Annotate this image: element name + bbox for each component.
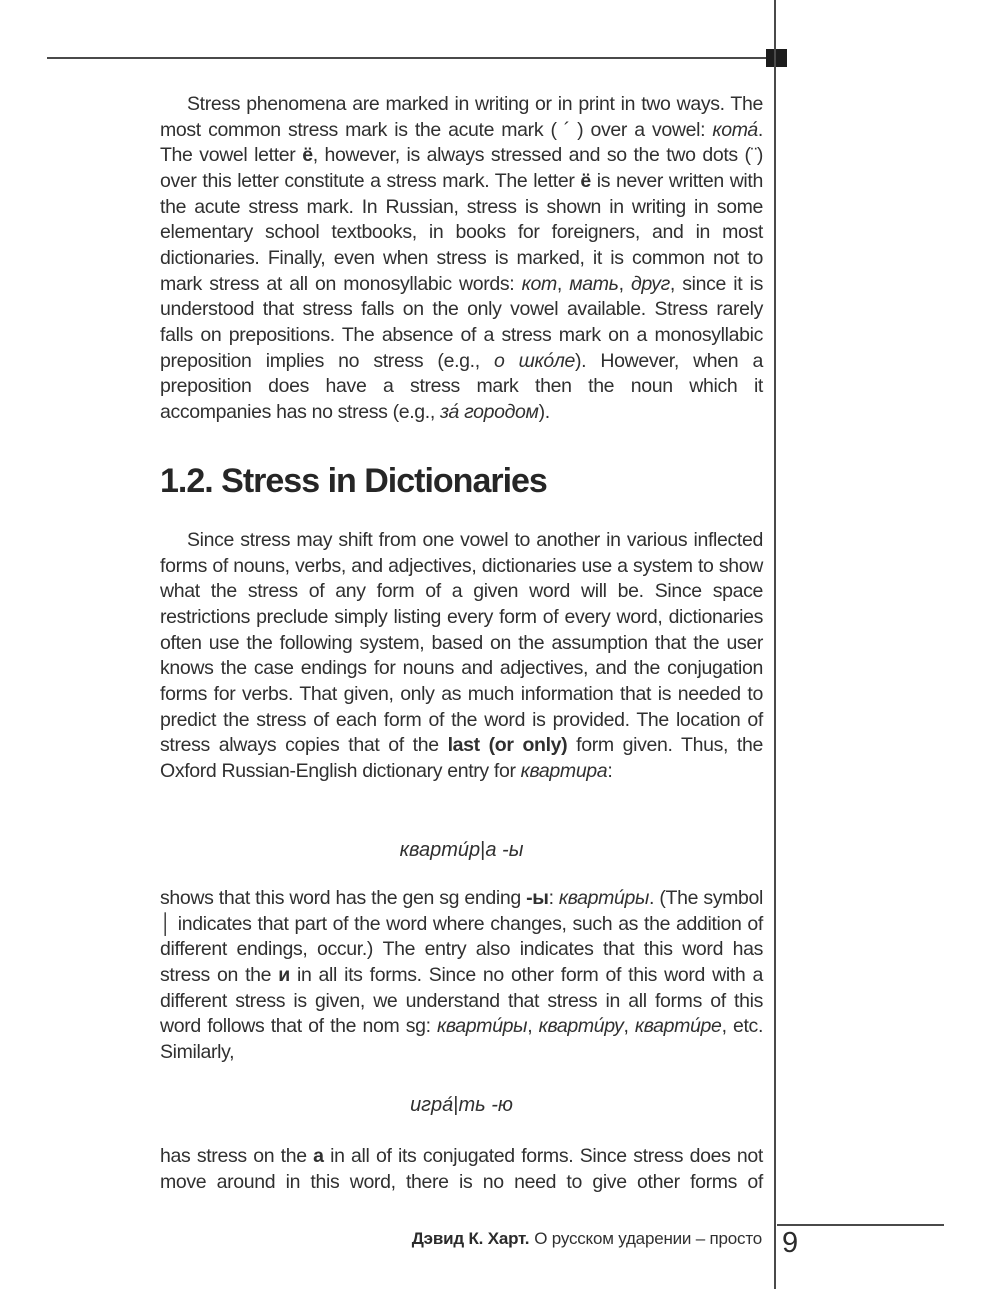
paragraph-entry-explanation: shows that this word has the gen sg ending -ы: кварти́ры. (The symbol │ indicates that part of the word where changes, such as the addition of different endings, occur.) The entry also indicates that this word has stress on the и in all its forms. Since no other form of this word with a different stress is given, we understand that stress in all forms of this word follows that of the nom sg: кварти́ры, кварти́ру, кварти́ре, etc. Similarly, xyxy=(160,887,764,1063)
running-footer xyxy=(412,1229,762,1249)
dictionary-entry-igrat: игра́|ть -ю xyxy=(410,1094,513,1116)
paragraph-dictionary-system: Since stress may shift from one vowel to another in various inflected forms of nouns, verbs, and adjectives, dictionaries use a system to show what the stress of any form of a given word will be. Since space restrictions preclude simply listing every form of every word, dictionaries often use the following system, based on the assumption that the user knows the case endings for nouns and adjectives, and the conjugation forms for verbs. That given, only as much information that is needed to predict the stress of each form of the word is provided. The location of stress always copies that of the last (or only) form given. Thus, the Oxford Russian-English dictionary entry for квартира: xyxy=(160,529,763,782)
header-rule xyxy=(47,57,766,59)
footer-author: Дэвид К. Харт. xyxy=(411,1229,530,1248)
page-number-rule xyxy=(777,1224,944,1226)
dictionary-entry-kvartira: кварти́р|а -ы xyxy=(399,839,524,861)
right-margin-rule xyxy=(774,0,776,1289)
page-number: 9 xyxy=(782,1227,799,1259)
paragraph-stress-marks: Stress phenomena are marked in writing or in print in two ways. The most common stress mark is the acute mark ( ´ ) over a vowel: кота́. The vowel letter ё, however, is always stressed and so the two dots (¨) over this letter constitute a stress mark. The letter ё is never written with the acute stress mark. In Russian, stress is shown in writing in some elementary school textbooks, in books for foreigners, and in most dictionaries. Finally, even when stress is marked, it is common not to mark stress at all on monosyllabic words: кот, мать, друг, since it is understood that stress falls on the only vowel available. Stress rarely falls on prepositions. The absence of a stress mark on a monosyllabic preposition implies no stress (e.g., о шко́ле). However, when a preposition does have a stress mark then the noun which it accompanies has no stress (e.g., за́ городом). xyxy=(160,93,763,423)
footer-book-title: О русском ударении – просто xyxy=(534,1229,762,1248)
corner-square-icon xyxy=(766,49,787,67)
section-heading: 1.2. Stress in Dictionaries xyxy=(160,462,547,500)
paragraph-igrat-explanation: has stress on the а in all of its conjugated forms. Since stress does not move around in this word, there is no need to give other forms of xyxy=(160,1145,763,1193)
